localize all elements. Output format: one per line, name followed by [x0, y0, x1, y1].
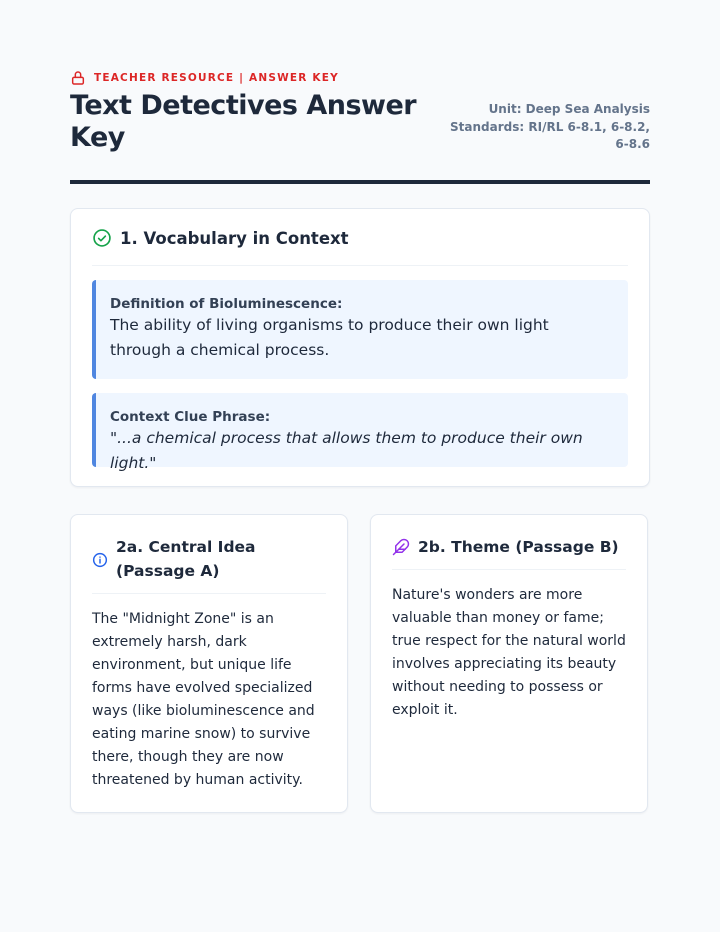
- page-header: [70, 66, 650, 184]
- vocabulary-card: [70, 208, 650, 487]
- definition-text: The ability of living organisms to produce their own light through a chemical process.: [110, 316, 549, 359]
- standards-label: Standards: RI/RL 6-8.1, 6-8.2, 6-8.6: [450, 119, 650, 151]
- context-clue-label: Context Clue Phrase:: [110, 409, 271, 425]
- theme-heading-text: 2b. Theme (Passage B): [418, 538, 619, 556]
- check-circle-icon: [92, 228, 112, 248]
- context-clue-text: "...a chemical process that allows them to produce their own light.": [110, 429, 583, 472]
- lock-icon: [70, 70, 86, 86]
- central-idea-heading-text: 2a. Central Idea (Passage A): [116, 538, 256, 580]
- badge-text: TEACHER RESOURCE | ANSWER KEY: [94, 72, 339, 84]
- context-clue-callout: [92, 393, 628, 472]
- central-idea-card: [70, 514, 348, 813]
- definition-callout: [92, 280, 628, 379]
- vocabulary-heading-text: 1. Vocabulary in Context: [120, 228, 349, 248]
- info-icon: [92, 552, 108, 568]
- unit-label: Unit: Deep Sea Analysis: [488, 102, 650, 116]
- vocabulary-heading: [92, 209, 628, 266]
- feather-icon: [392, 538, 410, 556]
- page-title: Text Detectives Answer Key: [70, 90, 417, 153]
- unit-meta: [450, 101, 650, 154]
- theme-heading: [392, 515, 626, 570]
- definition-label: Definition of Bioluminescence:: [110, 296, 343, 312]
- central-idea-text: The "Midnight Zone" is an extremely harsh, dark environment, but unique life forms have evolved specialized ways (like bioluminescence and eating marine snow) to survive there, though they are now threatened by human activity.: [92, 611, 315, 788]
- resource-badge: [70, 70, 339, 86]
- theme-text: Nature's wonders are more valuable than money or fame; true respect for the natural world involves appreciating its beauty without needing to possess or exploit it.: [392, 587, 626, 718]
- answer-key-page: [70, 66, 650, 788]
- theme-card: [370, 514, 648, 813]
- central-idea-heading: [92, 515, 326, 594]
